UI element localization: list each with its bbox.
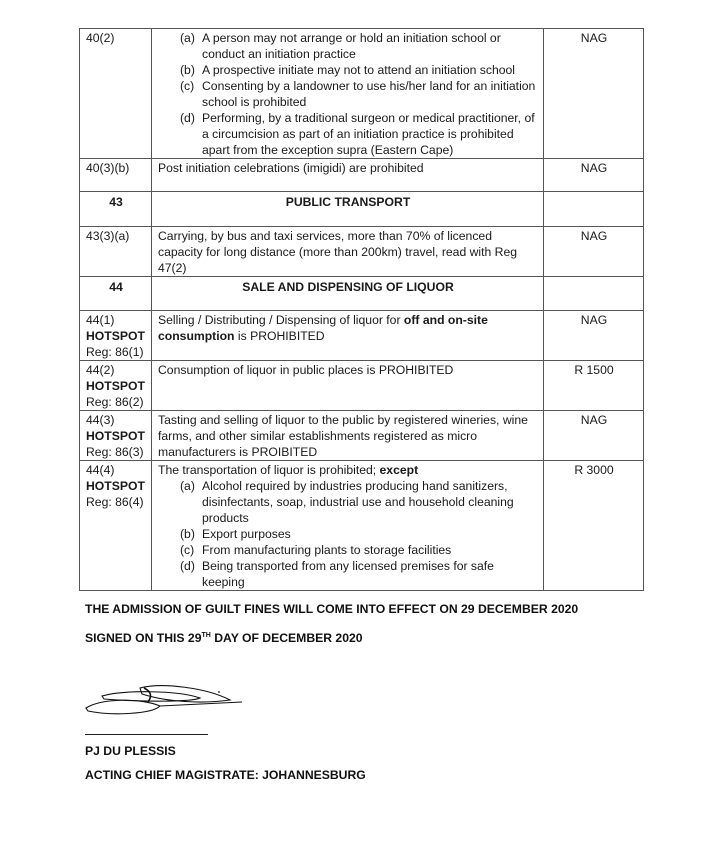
offence-cell: Tasting and selling of liquor to the public by registered wineries, wine farms, and other similar establishments registered as micro manufacturers is PROIBITED: [152, 411, 544, 461]
offence-cell: Post initiation celebrations (imigidi) are prohibited: [152, 159, 544, 192]
fine-cell: [544, 192, 644, 227]
fine-cell: NAG: [544, 159, 644, 192]
effect-notice: THE ADMISSION OF GUILT FINES WILL COME INTO EFFECT ON 29 DECEMBER 2020: [85, 602, 579, 616]
list-item: (b) Export purposes: [180, 527, 291, 541]
regulation-reference: Reg: 86(3): [86, 445, 144, 459]
offence-intro: The transportation of liquor is prohibited; except: [158, 463, 419, 477]
table-row: [80, 159, 644, 192]
offence-list: [158, 30, 538, 158]
regulation-cell: 43(3)(a): [80, 227, 152, 277]
section-header-row: [80, 192, 644, 227]
regulation-cell: [80, 461, 152, 591]
regulation-cell: 40(3)(b): [80, 159, 152, 192]
fine-cell: NAG: [544, 29, 644, 159]
table-row: [80, 411, 644, 461]
regulation-reference: Reg: 86(4): [86, 495, 144, 509]
signatory-name: PJ DU PLESSIS: [85, 744, 176, 758]
list-item: (c) Consenting by a landowner to use his/her land for an initiation school is prohibited: [180, 79, 536, 109]
list-item: (a) A person may not arrange or hold an initiation school or conduct an initiation practice: [180, 31, 501, 61]
offence-cell: Selling / Distributing / Dispensing of liquor for off and on-site consumption is PROHIBITED: [152, 311, 544, 361]
fine-cell: R 3000: [544, 461, 644, 591]
list-item: (a) Alcohol required by industries producing hand sanitizers, disinfectants, soap, industrial use and household cleaning products: [180, 479, 514, 525]
offence-cell: Consumption of liquor in public places is PROHIBITED: [152, 361, 544, 411]
regulation-number: 44(2): [86, 363, 115, 377]
table-row: [80, 311, 644, 361]
section-header-row: [80, 277, 644, 311]
offence-cell: [152, 461, 544, 591]
regulation-cell: 40(2): [80, 29, 152, 159]
table-row: [80, 461, 644, 591]
fine-cell: [544, 277, 644, 311]
regulation-number: 44(3): [86, 413, 115, 427]
hotspot-label: HOTSPOT: [86, 479, 145, 493]
hotspot-label: HOTSPOT: [86, 429, 145, 443]
list-item: (d) Being transported from any licensed premises for safe keeping: [180, 559, 494, 589]
offence-cell: [152, 29, 544, 159]
signatory-title: ACTING CHIEF MAGISTRATE: JOHANNESBURG: [85, 768, 366, 782]
regulation-number: 44(1): [86, 313, 115, 327]
signature: [82, 680, 252, 720]
list-item: (d) Performing, by a traditional surgeon or medical practitioner, of a circumcision as part of an initiation practice is prohibited apart from the exception supra (Eastern Cape): [180, 111, 535, 157]
section-number: 44: [80, 277, 152, 311]
fine-cell: NAG: [544, 227, 644, 277]
offence-cell: Carrying, by bus and taxi services, more than 70% of licenced capacity for long distance (more than 200km) travel, read with Reg 47(2): [152, 227, 544, 277]
regulation-number: 44(4): [86, 463, 115, 477]
regulation-cell: [80, 411, 152, 461]
signed-date: SIGNED ON THIS 29TH DAY OF DECEMBER 2020: [85, 631, 363, 645]
table-row: [80, 361, 644, 411]
table-row: [80, 227, 644, 277]
regulation-cell: [80, 361, 152, 411]
regulation-reference: Reg: 86(2): [86, 395, 144, 409]
hotspot-label: HOTSPOT: [86, 379, 145, 393]
fine-cell: NAG: [544, 311, 644, 361]
list-item: (b) A prospective initiate may not to attend an initiation school: [180, 63, 516, 77]
fine-cell: NAG: [544, 411, 644, 461]
table-row: [80, 29, 644, 159]
section-title: SALE AND DISPENSING OF LIQUOR: [152, 277, 544, 311]
fines-table: [79, 28, 644, 591]
regulation-cell: [80, 311, 152, 361]
regulation-reference: Reg: 86(1): [86, 345, 144, 359]
hotspot-label: HOTSPOT: [86, 329, 145, 343]
list-item: (c) From manufacturing plants to storage facilities: [180, 543, 452, 557]
section-title: PUBLIC TRANSPORT: [152, 192, 544, 227]
fine-cell: R 1500: [544, 361, 644, 411]
signature-line: [85, 734, 208, 735]
section-number: 43: [80, 192, 152, 227]
exception-list: [158, 478, 538, 590]
